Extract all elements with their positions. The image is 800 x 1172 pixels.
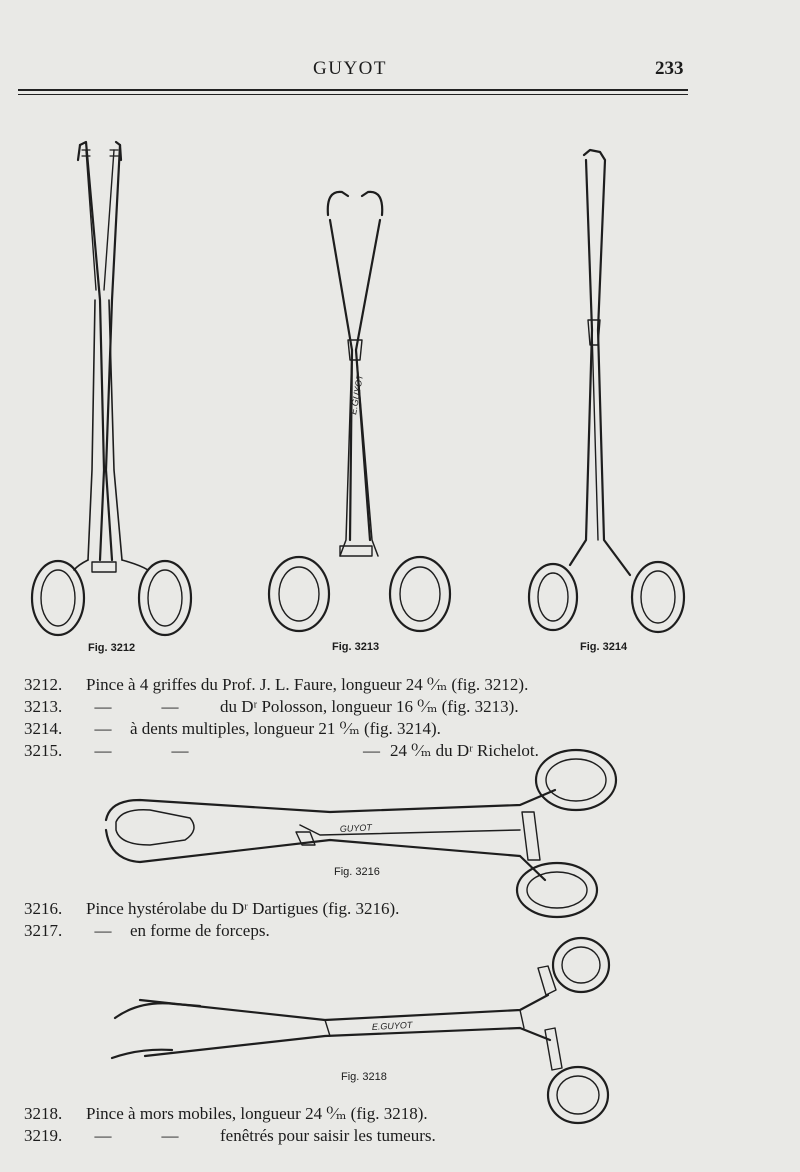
ditto-dash: — xyxy=(94,697,112,716)
ditto-dash: — xyxy=(161,1126,179,1145)
entry-number: 3216. xyxy=(24,899,63,918)
figure-caption-3218 xyxy=(341,1071,387,1083)
ditto-dash: — xyxy=(171,741,189,760)
entry-text: du Dʳ Polosson, longueur 16 ⁰⁄ₘ (fig. 3213). xyxy=(220,697,519,716)
page-header-title: GUYOT xyxy=(313,58,387,79)
ditto-dash: — xyxy=(94,719,112,738)
entry-text: fenêtrés pour saisir les tumeurs. xyxy=(220,1126,436,1145)
entry-text: 24 ⁰⁄ₘ du Dʳ Richelot. xyxy=(390,741,539,760)
entry-number: 3217. xyxy=(24,921,63,940)
figure-caption-prefix: Fig. xyxy=(332,641,352,653)
forceps-3212-illustration xyxy=(32,142,191,635)
engraving-3218: E.GUYOT xyxy=(371,1019,413,1032)
forceps-3213-illustration xyxy=(269,192,450,631)
entry-number: 3219. xyxy=(24,1126,63,1145)
ditto-dash: — xyxy=(94,741,112,760)
catalog-entry-3219 xyxy=(24,1125,436,1147)
figure-caption-prefix: Fig. xyxy=(88,642,108,654)
ditto-dash: — xyxy=(161,697,179,716)
figure-caption-prefix: Fig. xyxy=(334,866,353,878)
entry-text: à dents multiples, longueur 21 ⁰⁄ₘ (fig. 3214). xyxy=(130,719,441,738)
figure-caption-3216 xyxy=(334,866,380,878)
figure-caption-3213 xyxy=(332,641,379,653)
entry-text: Pince hystérolabe du Dʳ Dartigues (fig. 3216). xyxy=(86,899,400,918)
page-number: 233 xyxy=(655,58,684,79)
figure-caption-3212 xyxy=(88,642,135,654)
figure-caption-prefix: Fig. xyxy=(341,1071,360,1083)
catalog-entry-3213 xyxy=(24,696,519,718)
figure-caption-prefix: Fig. xyxy=(580,641,600,653)
entry-number: 3212. xyxy=(24,675,63,694)
entry-number: 3213. xyxy=(24,697,63,716)
forceps-3218-illustration xyxy=(112,938,609,1123)
entry-text: en forme de forceps. xyxy=(130,921,270,940)
catalog-entry-3217 xyxy=(24,920,270,942)
figure-caption-3214 xyxy=(580,641,627,653)
catalog-entry-3216 xyxy=(24,898,399,920)
figure-caption-number: 3212 xyxy=(110,642,136,654)
entry-number: 3215. xyxy=(24,741,63,760)
ditto-dash: — xyxy=(94,1126,112,1145)
entry-text: Pince à 4 griffes du Prof. J. L. Faure, longueur 24 ⁰⁄ₘ (fig. 3212). xyxy=(86,675,529,694)
ditto-dash: — xyxy=(363,741,380,760)
figure-caption-number: 3216 xyxy=(355,866,380,878)
catalog-entry-3214 xyxy=(24,718,441,740)
entry-number: 3218. xyxy=(24,1104,63,1123)
ditto-dash: — xyxy=(94,921,112,940)
figure-caption-number: 3214 xyxy=(602,641,628,653)
figure-caption-number: 3218 xyxy=(362,1071,387,1083)
figure-caption-number: 3213 xyxy=(354,641,380,653)
forceps-3216-illustration xyxy=(106,750,616,917)
engraving-3213: E.GUYOT xyxy=(348,373,366,416)
catalog-entry-3218 xyxy=(24,1103,428,1125)
forceps-3214-illustration xyxy=(529,150,684,632)
entry-number: 3214. xyxy=(24,719,63,738)
catalog-entry-3212 xyxy=(24,674,528,696)
catalog-entry-3215 xyxy=(24,740,539,762)
entry-text: Pince à mors mobiles, longueur 24 ⁰⁄ₘ (fig. 3218). xyxy=(86,1104,428,1123)
engraving-3216: GUYOT xyxy=(339,822,373,834)
